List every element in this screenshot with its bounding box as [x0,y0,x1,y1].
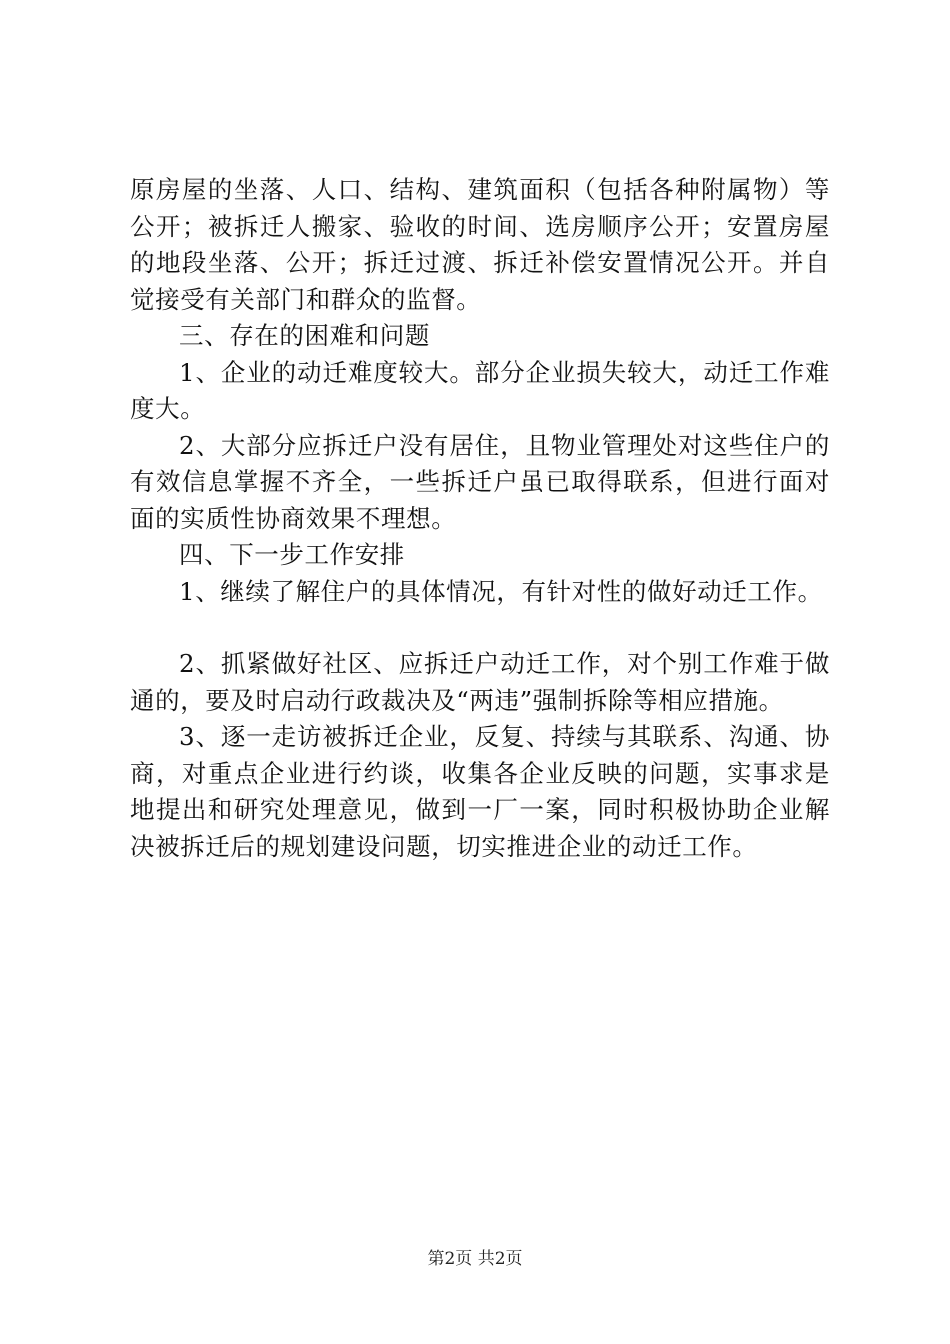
section-heading-difficulties: 三、存在的困难和问题 [179,321,430,350]
paragraph-difficulty-1: 1、企业的动迁难度较大。部分企业损失较大，动迁工作难度大。 [130,357,830,423]
paragraph-difficulty-2: 2、大部分应拆迁户没有居住，且物业管理处对这些住户的有效信息掌握不齐全，一些拆迁户虽已取得联系，但进行面对面的实质性协商效果不理想。 [130,430,830,533]
paragraph-next-step-1: 1、继续了解住户的具体情况，有针对性的做好动迁工作。 [179,576,823,606]
page-number-footer: 第2页 共2页 [427,1249,523,1269]
paragraph-next-step-2: 2、抓紧做好社区、应拆迁户动迁工作，对个别工作难于做通的，要及时启动行政裁决及“两违”强制拆除等相应措施。 [130,649,830,715]
section-heading-next-steps: 四、下一步工作安排 [179,540,405,569]
document-body [130,172,830,865]
paragraph-next-step-3: 3、逐一走访被拆迁企业，反复、持续与其联系、沟通、协商，对重点企业进行约谈，收集各企业反映的问题，实事求是地提出和研究处理意见，做到一厂一案，同时积极协助企业解决被拆迁后的规划建设问题，切实推进企业的动迁工作。 [130,722,830,861]
paragraph-disclosure: 原房屋的坐落、人口、结构、建筑面积（包括各种附属物）等公开；被拆迁人搬家、验收的时间、选房顺序公开；安置房屋的地段坐落、公开；拆迁过渡、拆迁补偿安置情况公开。并自觉接受有关部门和群众的监督。 [130,175,830,314]
